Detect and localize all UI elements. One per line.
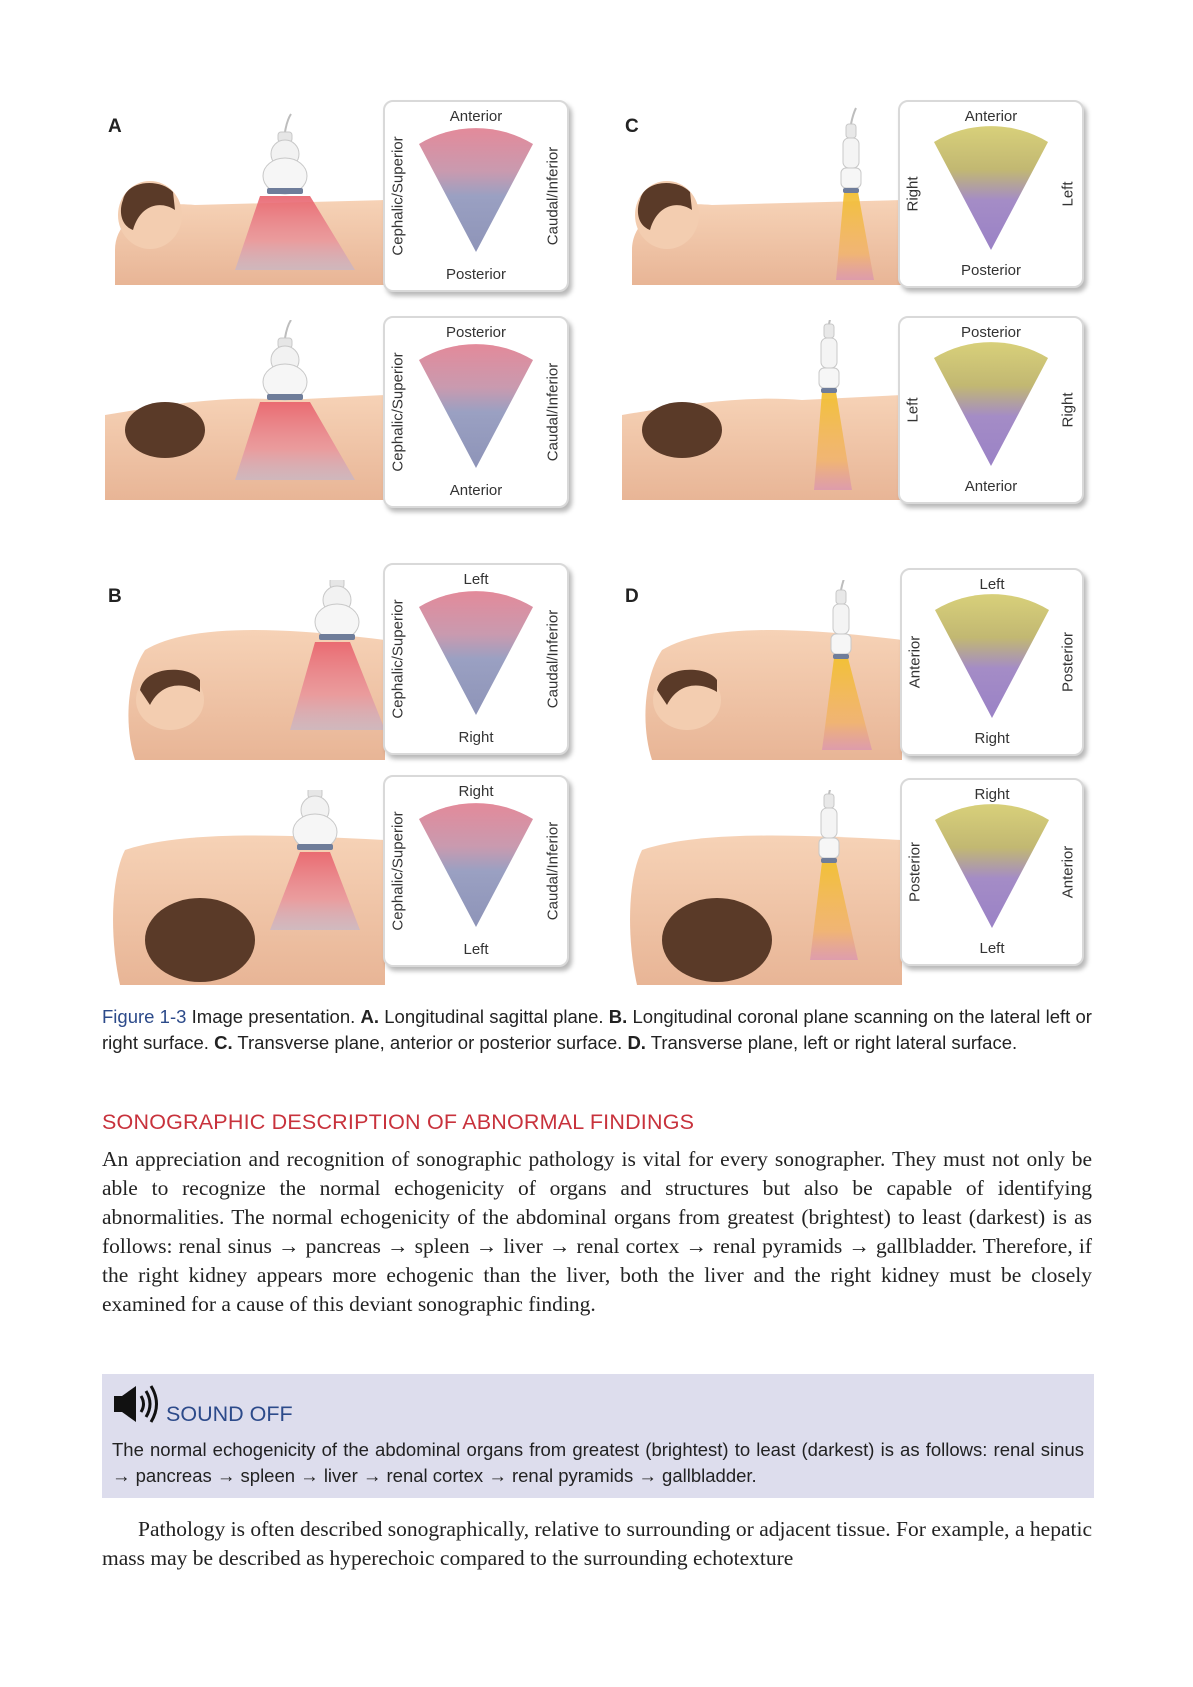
panel-c-letter: C bbox=[625, 116, 639, 137]
caption-title: Image presentation. bbox=[186, 1006, 361, 1027]
section-heading: SONOGRAPHIC DESCRIPTION OF ABNORMAL FINDINGS bbox=[102, 1110, 695, 1134]
panel-a-bottom-right-label: Caudal/Inferior bbox=[544, 362, 562, 462]
paragraph-2: Pathology is often described sonographically, relative to surrounding or adjacent tissue. For example, a hepatic mass may be described as hyperechoic compared to the surrounding echotexture bbox=[102, 1517, 1092, 1570]
panel-b-top-sector bbox=[383, 563, 569, 755]
panel-a-bottom-sector bbox=[383, 316, 569, 508]
panel-a-bottom-top-label: Posterior bbox=[445, 324, 507, 341]
panel-a-top-bottom-label: Posterior bbox=[445, 266, 507, 283]
caption-a-text: Longitudinal sagittal plane. bbox=[379, 1006, 609, 1027]
panel-c-top-sector bbox=[898, 100, 1084, 288]
panel-b-bottom-left-label: Cephalic/Superior bbox=[389, 811, 407, 931]
panel-d-top-sector bbox=[900, 568, 1084, 756]
panel-a-top-right-label: Caudal/Inferior bbox=[544, 146, 562, 246]
panel-d-bottom-illustration bbox=[622, 790, 902, 990]
panel-b-bottom-bottom-label: Left bbox=[463, 941, 489, 958]
panel-d-bottom-left-label: Posterior bbox=[906, 841, 924, 903]
panel-d-top-right-label: Posterior bbox=[1059, 631, 1077, 693]
panel-c-top-left-label: Right bbox=[904, 176, 922, 212]
caption-d-text: Transverse plane, left or right lateral surface. bbox=[645, 1032, 1018, 1053]
panel-a-top-illustration bbox=[105, 100, 385, 285]
panel-b-top-top-label: Left bbox=[463, 571, 489, 588]
panel-c-bottom-left-label: Left bbox=[904, 397, 922, 423]
panel-d-top-illustration bbox=[622, 580, 902, 765]
panel-d-bottom-bottom-label: Left bbox=[979, 940, 1005, 957]
caption-c-label: C. bbox=[214, 1032, 233, 1053]
panel-b-letter: B bbox=[108, 586, 122, 607]
caption-a-label: A. bbox=[360, 1006, 380, 1027]
panel-b-top-left-label: Cephalic/Superior bbox=[389, 599, 407, 719]
panel-a-letter: A bbox=[108, 116, 122, 137]
panel-c-bottom-bottom-label: Anterior bbox=[964, 478, 1018, 495]
panel-a-bottom-illustration bbox=[105, 320, 385, 505]
panel-d-bottom-sector bbox=[900, 778, 1084, 966]
figure-label: Figure 1-3 bbox=[102, 1006, 187, 1027]
caption-b-label: B. bbox=[608, 1006, 628, 1027]
paragraph-1: An appreciation and recognition of sonographic pathology is vital for every sonographer. They must not only be able to recognize the normal echogenicity of organs and structures but also be capable of identifying abnormalities. The normal echogenicity of the abdominal organs from greatest (brightest) to least (darkest) is as follows: renal sinus → pancreas → spleen → liver → renal cortex → renal pyramids → gallbladder. Therefore, if the right kidney appears more echogenic than the liver, both the liver and the right kidney must be closely examined for a cause of this deviant sonographic finding. bbox=[102, 1147, 1092, 1316]
panel-c-bottom-top-label: Posterior bbox=[960, 324, 1022, 341]
panel-b-bottom-top-label: Right bbox=[458, 783, 494, 800]
panel-a-top-left-label: Cephalic/Superior bbox=[389, 136, 407, 256]
panel-c-bottom-illustration bbox=[622, 320, 902, 505]
caption-d-label: D. bbox=[627, 1032, 646, 1053]
panel-b-bottom-sector bbox=[383, 775, 569, 967]
panel-a-top-top-label: Anterior bbox=[449, 108, 503, 125]
panel-b-bottom-right-label: Caudal/Inferior bbox=[544, 821, 562, 921]
sound-off-box bbox=[102, 1374, 1094, 1498]
panel-d-top-top-label: Left bbox=[979, 576, 1005, 593]
panel-b-top-right-label: Caudal/Inferior bbox=[544, 609, 562, 709]
caption-b-text: Longitudinal coronal plane scanning on the lateral left or right surface. bbox=[102, 1006, 1092, 1053]
panel-d-top-bottom-label: Right bbox=[974, 730, 1010, 747]
figure-caption bbox=[102, 1004, 1092, 1056]
speaker-icon bbox=[112, 1382, 162, 1426]
panel-b-top-bottom-label: Right bbox=[458, 729, 494, 746]
panel-a-top-sector bbox=[383, 100, 569, 292]
caption-c-text: Transverse plane, anterior or posterior surface. bbox=[232, 1032, 628, 1053]
panel-c-top-right-label: Left bbox=[1059, 181, 1077, 207]
panel-d-bottom-top-label: Right bbox=[974, 786, 1010, 803]
sound-off-title: SOUND OFF bbox=[166, 1402, 293, 1426]
panel-b-bottom-illustration bbox=[105, 790, 385, 990]
panel-c-bottom-right-label: Right bbox=[1059, 392, 1077, 428]
panel-d-top-left-label: Anterior bbox=[906, 635, 924, 689]
sound-off-text: The normal echogenicity of the abdominal organs from greatest (brightest) to least (darkest) is as follows: renal sinus → pancreas → spleen → liver → renal cortex → renal pyramids → gallbladder. bbox=[112, 1439, 1084, 1486]
panel-c-top-bottom-label: Posterior bbox=[960, 262, 1022, 279]
panel-d-letter: D bbox=[625, 586, 639, 607]
panel-c-top-illustration bbox=[622, 100, 902, 285]
panel-a-bottom-bottom-label: Anterior bbox=[449, 482, 503, 499]
panel-c-bottom-sector bbox=[898, 316, 1084, 504]
panel-b-top-illustration bbox=[105, 580, 385, 765]
panel-d-bottom-right-label: Anterior bbox=[1059, 845, 1077, 899]
panel-a-bottom-left-label: Cephalic/Superior bbox=[389, 352, 407, 472]
panel-c-top-top-label: Anterior bbox=[964, 108, 1018, 125]
